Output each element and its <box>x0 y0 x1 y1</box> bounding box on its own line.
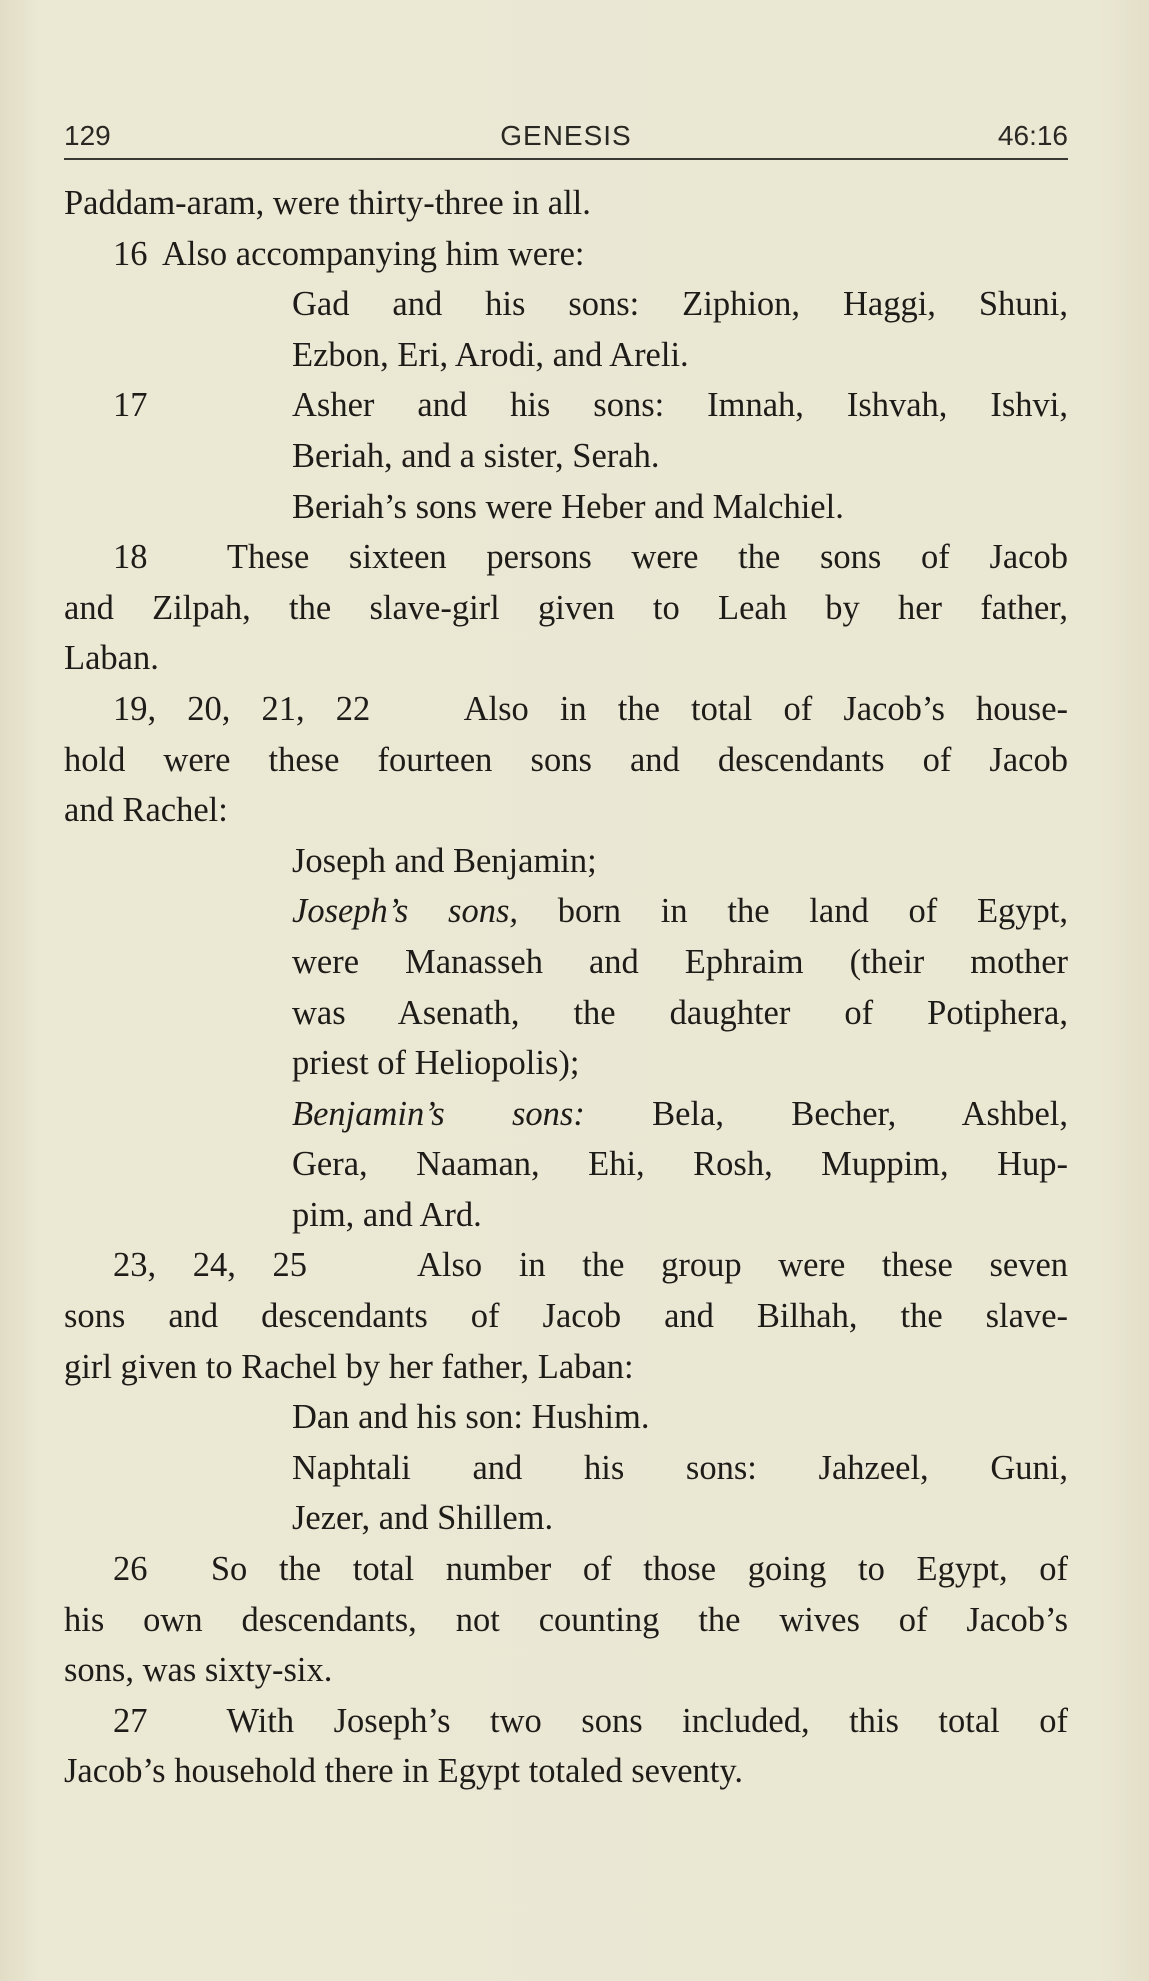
text-line: and Rachel: <box>64 791 228 830</box>
text-line: were Manasseh and Ephraim (their mother <box>292 942 1068 981</box>
verse-17: 17 Asher and his sons: Imnah, Ishvah, Ishvi, <box>64 380 1068 431</box>
verse-number: 16 <box>113 234 148 273</box>
running-header <box>64 118 1068 160</box>
text-line: Beriah’s sons were Heber and Malchiel. <box>292 487 844 526</box>
verse-16: 16 Also accompanying him were: <box>64 229 1068 280</box>
text-line: his own descendants, not counting the wives of Jacob’s <box>64 1600 1068 1639</box>
verse-26: 26 So the total number of those going to Egypt, of <box>113 1550 1069 1589</box>
text-line: Gad and his sons: Ziphion, Haggi, Shuni, <box>292 285 1068 324</box>
text-line: Joseph and Benjamin; <box>292 841 597 880</box>
verse-number: 23, 24, 25 <box>113 1246 308 1285</box>
verse-number: 18 <box>113 538 148 577</box>
verse-19-22: 19, 20, 21, 22 Also in the total of Jacob’s house- <box>113 689 1068 728</box>
verse-number: 27 <box>113 1701 148 1740</box>
text-line: Gera, Naaman, Ehi, Rosh, Muppim, Hup- <box>292 1145 1068 1184</box>
text-line: Beriah, and a sister, Serah. <box>292 436 660 475</box>
text-line: was Asenath, the daughter of Potiphera, <box>292 993 1068 1032</box>
text-line: sons and descendants of Jacob and Bilhah, the slave- <box>64 1297 1068 1336</box>
body-text <box>64 178 1068 1797</box>
text-line: pim, and Ard. <box>292 1195 482 1234</box>
text-line: hold were these fourteen sons and descendants of Jacob <box>64 740 1068 779</box>
text-line: Naphtali and his sons: Jahzeel, Guni, <box>292 1448 1068 1487</box>
italic-heading: Joseph’s sons, <box>292 892 519 931</box>
text-line: Jacob’s household there in Egypt totaled seventy. <box>64 1752 743 1791</box>
verse-number: 19, 20, 21, 22 <box>113 689 371 728</box>
text-line: Jezer, and Shillem. <box>292 1499 554 1538</box>
book-title: GENESIS <box>500 120 632 151</box>
text-line: and Zilpah, the slave-girl given to Leah by her father, <box>64 588 1068 627</box>
verse-18: 18 These sixteen persons were the sons of Jacob <box>113 538 1068 577</box>
italic-heading: Benjamin’s sons: <box>292 1094 585 1133</box>
text-line: Dan and his son: Hushim. <box>292 1398 650 1437</box>
text-line: Laban. <box>64 639 159 678</box>
text-line: sons, was sixty-six. <box>64 1651 333 1690</box>
text-line: Paddam-aram, were thirty-three in all. <box>64 184 591 222</box>
verse-number: 17 <box>113 386 148 425</box>
text-line: girl given to Rachel by her father, Laban: <box>64 1347 634 1386</box>
chapter-verse-reference: 46:16 <box>997 120 1068 151</box>
verse-27: 27 With Joseph’s two sons included, this total of <box>113 1701 1068 1740</box>
text-line: priest of Heliopolis); <box>292 1044 580 1083</box>
text-line: Joseph’s sons, born in the land of Egypt, <box>292 892 1068 931</box>
page-number: 129 <box>64 120 111 151</box>
verse-23-25: 23, 24, 25 Also in the group were these seven <box>113 1246 1069 1285</box>
text-line: Ezbon, Eri, Arodi, and Areli. <box>292 335 689 374</box>
text-line: Benjamin’s sons: Bela, Becher, Ashbel, <box>292 1094 1069 1133</box>
verse-number: 26 <box>113 1550 148 1589</box>
